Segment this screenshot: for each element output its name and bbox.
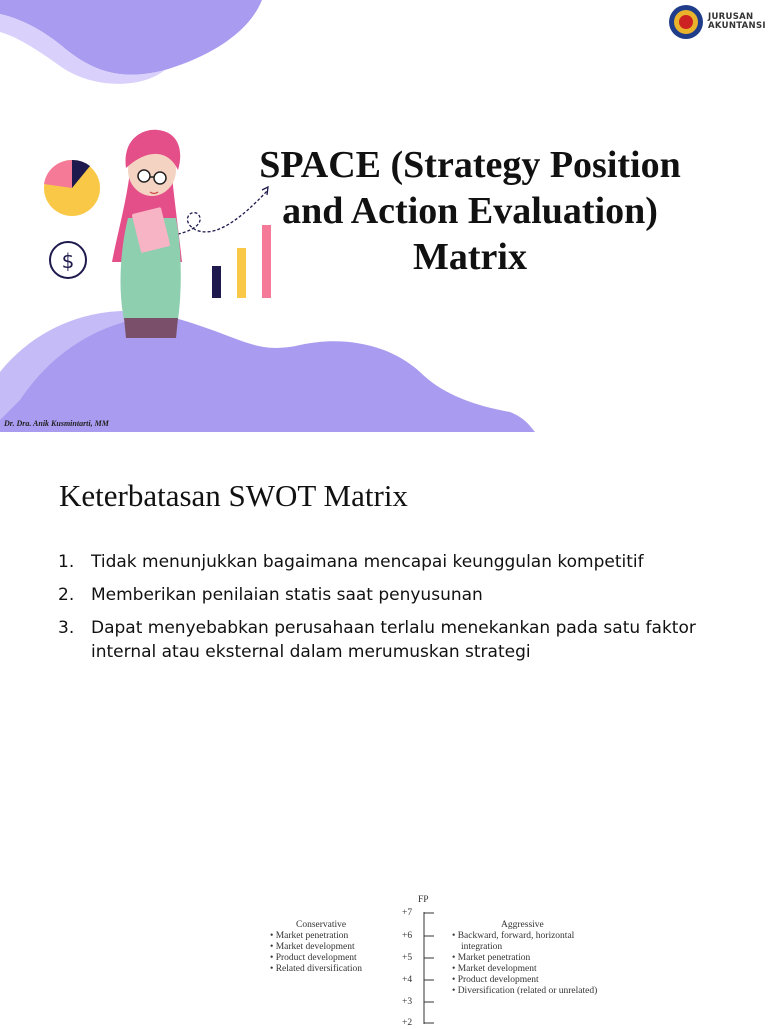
aggressive-item: • Market development [452, 964, 537, 974]
aggressive-item: • Diversification (related or unrelated) [452, 986, 598, 996]
list-item-text: Dapat menyebabkan perusahaan terlalu menekankan pada satu faktor internal atau eksternal dalam merumuskan strategi [91, 618, 696, 662]
list-item-text: Tidak menunjukkan bagaimana mencapai keunggulan kompetitif [91, 552, 644, 572]
svg-text:$: $ [61, 249, 75, 273]
list-item-number: 1. [58, 552, 75, 572]
aggressive-item: • Product development [452, 975, 539, 985]
axis-tick: +6 [402, 931, 413, 941]
aggressive-title: Aggressive [501, 920, 544, 930]
axis-tick: +2 [402, 1018, 413, 1028]
list-item-text: Memberikan penilaian statis saat penyusunan [91, 585, 483, 605]
title-line: and Action Evaluation) [282, 190, 658, 232]
axis-tick: +7 [402, 908, 413, 918]
title-slide [0, 0, 766, 432]
conservative-item: • Market penetration [270, 931, 349, 941]
pie-chart-icon [44, 160, 100, 216]
university-emblem-icon [668, 4, 704, 40]
logo-line-2: AKUNTANSI [708, 21, 766, 31]
title-line: SPACE (Strategy Position [259, 144, 681, 186]
list-item-number: 2. [58, 585, 75, 605]
axis-tick: +4 [402, 975, 413, 985]
title-line: Matrix [413, 236, 527, 278]
author-credit: Dr. Dra. Anik Kusmintarti, MM [4, 419, 109, 428]
aggressive-item: • Backward, forward, horizontal [452, 931, 575, 941]
aggressive-item: • Market penetration [452, 953, 531, 963]
list-item-number: 3. [58, 618, 75, 638]
logo [668, 4, 766, 40]
list-item [58, 616, 738, 664]
conservative-item: • Product development [270, 953, 357, 963]
axis-tick: +3 [402, 997, 413, 1007]
character-illustration [112, 130, 182, 338]
list-item [58, 550, 738, 574]
dollar-coin-icon [50, 242, 86, 278]
conservative-item: • Market development [270, 942, 355, 952]
axis-tick: +5 [402, 953, 413, 963]
aggressive-item: integration [461, 942, 503, 952]
space-matrix-figure [262, 892, 622, 1028]
logo-line-1: JURUSAN [708, 12, 754, 22]
conservative-item: • Related diversification [270, 964, 362, 974]
limitations-list [58, 550, 738, 673]
list-item [58, 583, 738, 607]
conservative-title: Conservative [296, 920, 347, 930]
slide-title [210, 142, 730, 280]
section-heading: Keterbatasan SWOT Matrix [59, 478, 408, 513]
axis-label: FP [418, 895, 429, 905]
